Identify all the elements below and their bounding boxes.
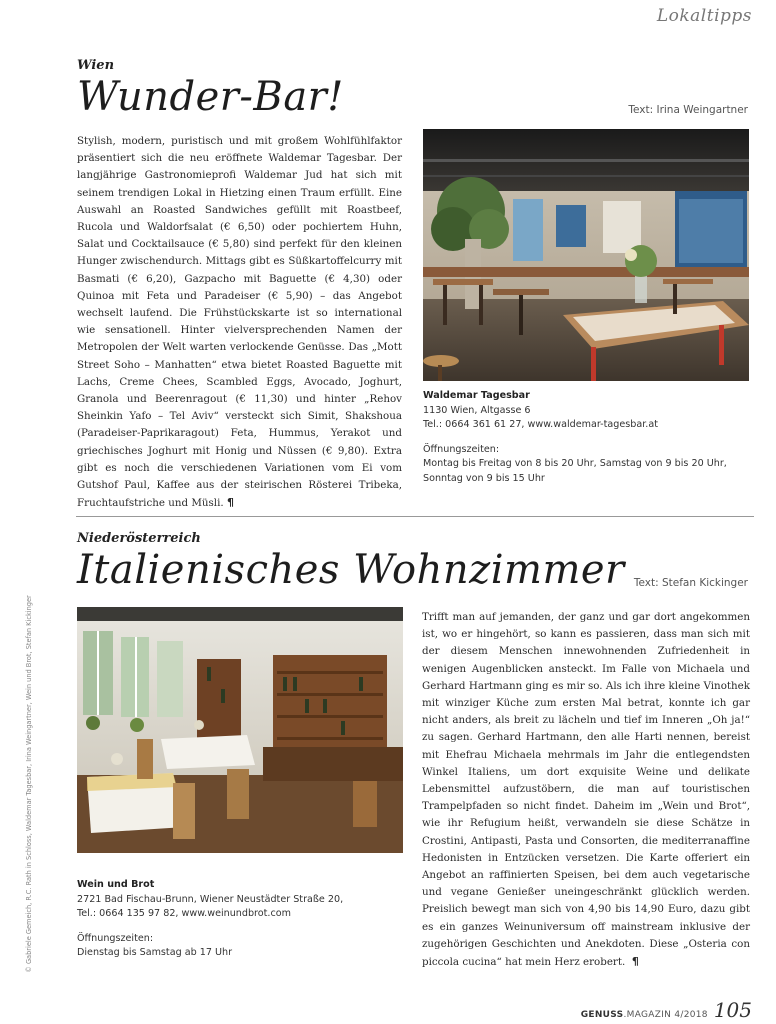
article2-venue-name: Wein und Brot [77, 879, 155, 890]
article2-author: Text: Stefan Kickinger [633, 577, 748, 589]
article1-venue-address: 1130 Wien, Altgasse 6 [423, 404, 531, 416]
magazine-issue-text: .MAGAZIN 4/2018 [623, 1010, 708, 1020]
page-footer [581, 998, 752, 1022]
article2-body-text: Trifft man auf jemanden, der ganz und gar dort angekommen ist, wo er hingehört, so kann es passieren, dass man sich mit der diesem Menschen innewohnenden Zufriedenheit in wenigen Augenblicken ansteckt. Im Falle von Michaela und Gerhard Hartmann ging es mir so. Als ich ihre kleine Vinothek mit winziger Küche zum ersten Mal betrat, konnte ich gar nicht anders, als breit zu lächeln und tief im Inneren „Oh ja!“ zu sagen. Gerhard Hartmann, den alle Harti nennen, bereist mit Ehefrau Michaela mehrmals im Jahr die entlegendsten Winkel Italiens, um dort exquisite Weine und delikate Lebensmittel aufzustöbern, die man auf touristischen Trampelpfaden so nicht findet. Daheim im „Wein und Brot“, wie ihr Refugium heißt, verwandeln sie diese Schätze in Crostini, Antipasti, Pasta und Consorten, die mediterranaffine Hedonisten in Entzücken versetzen. Die Karte offeriert ein Angebot an raffinierten Speisen, bei dem auch vegetarische und vegane Genießer uneingeschränkt glücklich werden. Preislich bewegt man sich von 4,90 bis 14,90 Euro, dazu gibt es ein ganzes Weinuniversum off mainstream inklusive der zugehörigen Geschichten und Anekdoten. Diese „Osteria con piccola cucina“ hat mein Herz erobert. [422, 611, 750, 969]
article2-region: Niederösterreich [77, 531, 201, 546]
article1-end-mark: ¶ [226, 496, 234, 510]
magazine-brand: GENUSS [580, 1010, 624, 1020]
article1-venue-contact[interactable]: Tel.: 0664 361 61 27, www.waldemar-tagesbar.at [423, 419, 658, 430]
article2-venue-address: 2721 Bad Fischau-Brunn, Wiener Neustädter Straße 20, [77, 893, 344, 905]
article2-body [422, 609, 750, 971]
article2-title: Italienisches Wohnzimmer [77, 547, 625, 593]
article2-venue-contact[interactable]: Tel.: 0664 135 97 82, www.weinundbrot.com [77, 908, 291, 919]
article2-hours: Dienstag bis Samstag ab 17 Uhr [77, 947, 233, 958]
article1-author: Text: Irina Weingartner [628, 104, 748, 116]
article2-end-mark: ¶ [631, 955, 639, 969]
magazine-issue [581, 1010, 708, 1020]
article-divider [76, 516, 754, 517]
article1-body [77, 133, 402, 512]
article1-body-text: Stylish, modern, puristisch und mit großem Wohlfühlfaktor präsentiert sich die neu eröffnete Waldemar Tagesbar. Der langjährige Gastronomieprofi Waldemar Jud hat sich mit seinem trendigen Lokal in Hietzing einen Traum erfüllt. Eine Auswahl an Roasted Sandwiches gefüllt mit Roastbeef, Rucola und Waldorfsalat (€ 6,50) oder pochiertem Huhn, Salat und Cocktailsauce (€ 5,80) sind perfekt für den kleinen Hunger zwischendurch. Mittags gibt es Süßkartoffelcurry mit Basmati (€ 6,20), Gazpacho mit Baguette (€ 4,30) oder Quinoa mit Feta und Paradeiser (€ 5,90) – das Angebot wechselt laufend. Die Frühstückskarte ist so international wie sensationell. Hinter vielversprechenden Namen der Metropolen der Welt warten verlockende Genüsse. Das „Mott Street Soho – Manhatten“ etwa bietet Roasted Baguette mit Lachs, Creme Chees, Scambled Eggs, Avocado, Joghurt, Granola und Beerenragout (€ 11,30) und hinter „Rehov Sheinkin Yafo – Tel Aviv“ versteckt sich Simit, Shakshoua (Paradeiser-Paprikaragout) Feta, Hummus, Yerakot und griechisches Joghurt mit Honig und Nüssen (€ 9,80). Extra gibt es noch die verschiedenen Variationen vom Ei vom Gutshof Paul, Kaffee aus der steirischen Rösterei Tribeka, Fruchtaufstriche und Müsli. [77, 135, 402, 510]
article1-title: Wunder-Bar! [77, 74, 344, 120]
article1-region: Wien [77, 58, 115, 73]
article1-venue-name: Waldemar Tagesbar [423, 390, 530, 401]
section-label: Lokaltipps [656, 6, 752, 26]
article1-hours: Montag bis Freitag von 8 bis 20 Uhr, Samstag von 9 bis 20 Uhr, Sonntag von 9 bis 15 Uhr [423, 458, 727, 484]
article2-hours-label: Öffnungszeiten: [77, 932, 154, 944]
article1-info [423, 389, 753, 486]
waldemar-tagesbar-photo [423, 129, 749, 381]
page-number: 105 [713, 998, 752, 1022]
wein-und-brot-photo [77, 607, 403, 853]
article1-hours-label: Öffnungszeiten: [423, 443, 500, 455]
article2-info [77, 878, 407, 961]
photo-credits: © Gabriele Gemeich, R.C. Rath in Schloss, Waldemar Tagesbar, Irina Weingartner, Wein und Brot, Stefan Kickinger [25, 595, 33, 973]
